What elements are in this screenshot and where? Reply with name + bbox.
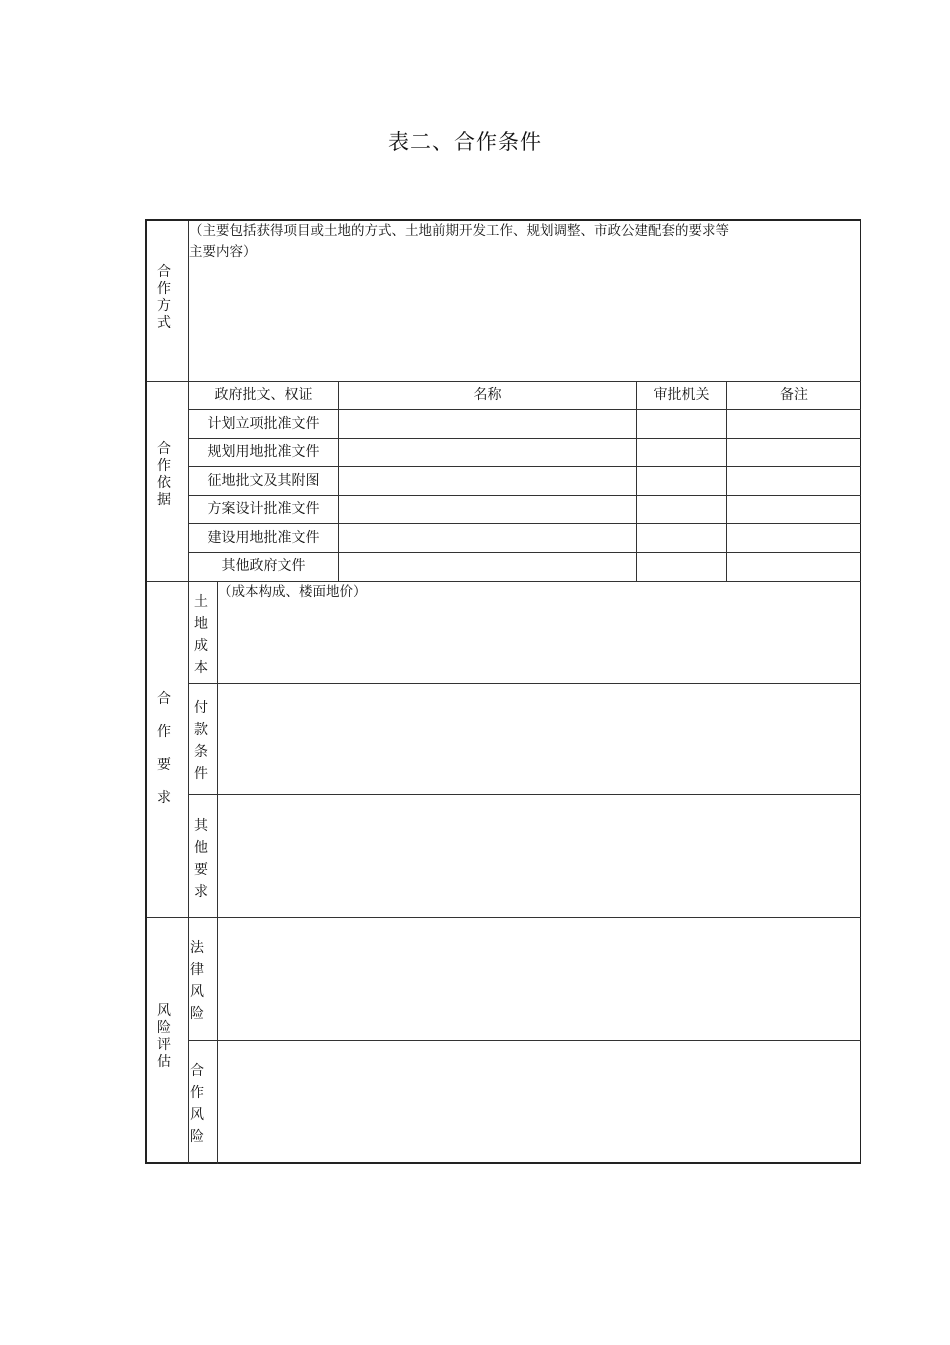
basis-header-authority: 审批机关	[653, 387, 710, 403]
label-text: 法律风险	[190, 940, 204, 1022]
label-text: 付款条件	[194, 700, 208, 782]
section-label-cooperation-mode	[156, 264, 172, 332]
payment-terms-input-area[interactable]	[218, 684, 858, 794]
other-requirements-label	[193, 815, 209, 903]
label-text: 其他要求	[194, 818, 208, 900]
label-text: 合作依据	[157, 441, 171, 508]
basis-row-label: 规划用地批准文件	[207, 444, 320, 460]
label-text: 土地成本	[194, 594, 208, 676]
section-label-requirements	[156, 683, 172, 815]
basis-row-label: 方案设计批准文件	[207, 501, 320, 517]
cooperation-mode-input-area[interactable]	[189, 265, 859, 379]
land-cost-note: （成本构成、楼面地价）	[218, 584, 367, 600]
label-text: 合作风险	[190, 1063, 204, 1145]
land-cost-label	[193, 591, 209, 679]
basis-row-label: 计划立项批准文件	[207, 416, 320, 432]
basis-row-label: 其他政府文件	[221, 558, 306, 574]
cooperation-conditions-table	[145, 219, 861, 1164]
basis-header-doc: 政府批文、权证	[214, 387, 313, 403]
payment-terms-label	[193, 697, 209, 785]
label-text: 合作方式	[157, 264, 171, 331]
cooperation-mode-note-line1: （主要包括获得项目或土地的方式、土地前期开发工作、规划调整、市政公建配套的要求等	[189, 223, 729, 239]
cooperation-risk-label	[189, 1060, 205, 1148]
legal-risk-input-area[interactable]	[218, 918, 858, 1040]
label-text: 合作要求	[157, 691, 171, 806]
cooperation-mode-note-line2: 主要内容）	[189, 244, 257, 260]
page-title: 表二、合作条件	[388, 130, 542, 154]
basis-header-remarks: 备注	[780, 387, 808, 403]
legal-risk-label	[189, 937, 205, 1025]
cooperation-risk-input-area[interactable]	[218, 1041, 858, 1162]
section-label-basis	[156, 441, 172, 509]
section-label-risk	[156, 1003, 172, 1071]
other-requirements-input-area[interactable]	[218, 795, 858, 916]
label-text: 风险评估	[157, 1003, 171, 1070]
basis-row-label: 征地批文及其附图	[207, 473, 320, 489]
basis-row-label: 建设用地批准文件	[207, 530, 320, 546]
land-cost-input-area[interactable]	[218, 605, 858, 683]
basis-header-name: 名称	[473, 387, 502, 403]
